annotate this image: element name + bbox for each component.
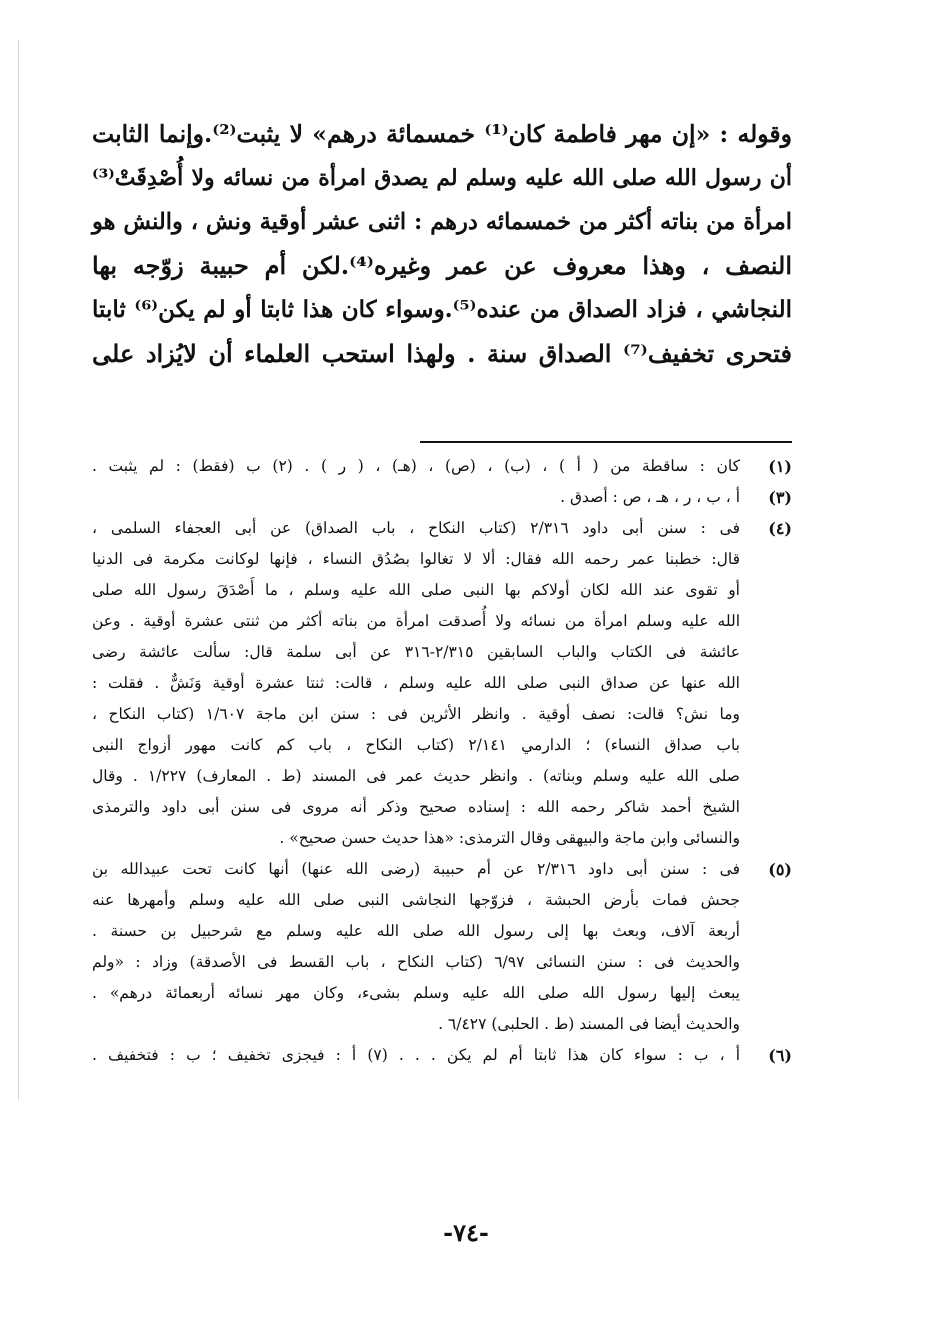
footnote-body (92, 482, 740, 513)
main-text-line: فتحرى تخفيف⁽⁷⁾ الصداق سنة . ولهذا استحب العلماء أن لايُزاد على (92, 339, 793, 368)
footnote-body (92, 854, 740, 1040)
footnote (92, 451, 792, 482)
footnote-line: أو تقوى عند الله لكان أولاكم بها النبى صلى الله عليه وسلم ، ما أَصْدَقَ رسول الله صلى (92, 581, 740, 599)
footnote-line: جحش فمات بأرض الحبشة ، فزوّجها النجاشى النبى صلى الله عليه وسلم وأمهرها عنه (92, 891, 740, 909)
footnote-line: صلى الله عليه وسلم وبناته) . وانظر حديث عمر فى المسند (ط . المعارف) ١/٢٢٧ . وقال (92, 767, 740, 785)
footnote-line: فى : سنن أبى داود ٢/٣١٦ (كتاب النكاح ، باب الصداق) عن أبى العجفاء السلمى ، (92, 519, 740, 537)
main-text (92, 112, 792, 376)
footnote-line: والحديث فى : سنن النسائى ٦/٩٧ (كتاب النكاح ، باب القسط فى الأصدقة) وزاد : «ولم (92, 953, 740, 971)
footnote-divider (420, 441, 792, 443)
footnote-body (92, 513, 740, 854)
footnotes (92, 451, 792, 1071)
footnote-line: الشيخ أحمد شاكر رحمه الله : إسناده صحيح وذكر أنه مروى فى سنن أبى داود والترمذى (92, 798, 740, 816)
main-text-line: وقوله : «إن مهر فاطمة كان⁽¹⁾ خمسمائة درهم» لا يثبت⁽²⁾.وإنما الثابت (92, 120, 793, 148)
footnote-number: (٣) (768, 488, 792, 507)
main-text-line: امرأة من بناته أكثر من خمسمائه درهم : اثنى عشر أوقية ونش ، والنش هو (92, 209, 792, 235)
footnote-line: والحديث أيضا فى المسند (ط . الحلبى) ٦/٤٢٧ . (438, 1015, 740, 1033)
footnote (92, 1040, 792, 1071)
footnote-line: أ ، ب ، ر ، هـ ، ص : أصدق . (560, 488, 740, 506)
footnote-line: أ ، ب : سواء كان هذا ثابتا أم لم يكن . . . (٧) أ : فيجزى تخفيف ؛ ب : فتخفيف . (92, 1046, 741, 1064)
footnote-body (92, 451, 740, 482)
page-number: -٧٤- (443, 1218, 489, 1247)
footnote-number: (٦) (768, 1046, 792, 1065)
footnote-line: عائشة فى الكتاب والباب السابقين ٢/٣١٥-٣١٦ عن أبى سلمة قال: سألت عائشة رضى (92, 643, 740, 661)
footnote-line: يبعث إليها رسول الله صلى الله عليه وسلم بشىء، وكان مهر نسائه أربعمائة درهم» . (92, 984, 740, 1002)
footnote-line: الله عليه وسلم امرأة من نسائه ولا أُصدقت امرأة من بناته أكثر من ثنتى عشرة أوقية . وعن (92, 612, 741, 630)
footnote-line: باب صداق النساء) ؛ الدارمي ٢/١٤١ (كتاب النكاح ، باب كم كانت مهور أزواج النبى (92, 736, 740, 754)
main-text-line: النصف ، وهذا معروف عن عمر وغيره⁽⁴⁾.لكن أم حبيبة زوّجه بها (92, 251, 793, 280)
footnote-number: (١) (768, 457, 792, 476)
main-text-line: النجاشي ، فزاد الصداق من عنده⁽⁵⁾.وسواء كان هذا ثابتا أو لم يكن⁽⁶⁾ ثابتا (92, 296, 792, 323)
footnote-number: (٤) (768, 519, 792, 538)
footnote-line: فى : سنن أبى داود ٢/٣١٦ عن أم حبيبة (رضى الله عنها) أنها كانت تحت عبيدالله بن (92, 860, 740, 878)
footnote (92, 513, 792, 854)
footnote-number: (٥) (768, 860, 792, 879)
footnote-body (92, 1040, 740, 1071)
footnote-line: قال: خطبنا عمر رحمه الله فقال: ألا لا تغالوا بصُدُق النساء ، فإنها لوكانت مكرمة فى الدنيا (92, 550, 740, 568)
footnote-line: الله عنها عن صداق النبى صلى الله عليه وسلم ، قالت: ثنتا عشرة أوقية وَنَشٌّ . فقلت : (92, 674, 740, 692)
footnote (92, 482, 792, 513)
footnote-line: كان : ساقطة من ( أ ) ، (ب) ، (ص) ، (هـ) ، ( ر ) . (٢) ب (فقط) : لم يثبت . (92, 457, 740, 475)
main-text-line: أن رسول الله صلى الله عليه وسلم لم يصدق امرأة من نسائه ولا أُصْدِقَتْ⁽³⁾ (92, 165, 792, 191)
footnote-line: والنسائى وابن ماجة والبيهقى وقال الترمذى: «هذا حديث حسن صحيح» . (279, 829, 740, 847)
footnote-line: أربعة آلاف، وبعث بها إلى رسول الله صلى الله عليه وسلم مع شرحبيل بن حسنة . (92, 922, 740, 940)
footnote (92, 854, 792, 1040)
footnote-line: وما نش؟ قالت: نصف أوقية . وانظر الأثرين فى : سنن ابن ماجة ١/٦٠٧ (كتاب النكاح ، (92, 705, 740, 723)
